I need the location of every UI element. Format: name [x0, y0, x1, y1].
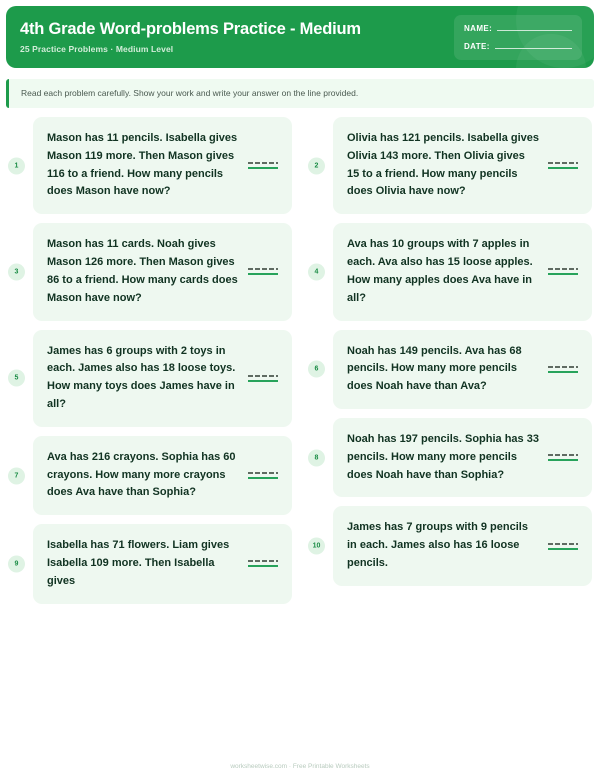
answer-dashed-line: [248, 268, 278, 270]
problem-card[interactable]: [314, 117, 592, 214]
problem-number-badge: 3: [8, 263, 25, 280]
answer-solid-line: [248, 477, 278, 479]
answer-line-group[interactable]: [548, 268, 578, 275]
problem-card[interactable]: [14, 524, 292, 603]
answer-line-group[interactable]: [548, 454, 578, 461]
problem-column-left: [0, 117, 300, 613]
answer-solid-line: [248, 273, 278, 275]
problem-text: Isabella has 71 flowers. Liam gives Isabella 109 more. Then Isabella gives: [47, 539, 230, 587]
answer-solid-line: [548, 459, 578, 461]
answer-dashed-line: [548, 268, 578, 270]
date-label: DATE:: [464, 41, 490, 51]
problem-number-badge: 5: [8, 370, 25, 387]
problem-text: Noah has 197 pencils. Sophia has 33 pencils. How many more pencils does Noah have than Sophia?: [347, 432, 539, 481]
problem-column-right: [300, 117, 600, 613]
problem-number-badge: 8: [308, 449, 325, 466]
answer-dashed-line: [248, 162, 278, 164]
name-input-line[interactable]: [497, 30, 572, 31]
page-subtitle: 25 Practice Problems · Medium Level: [20, 43, 174, 54]
problem-text: James has 7 groups with 9 pencils in each. James also has 16 loose pencils.: [347, 521, 528, 570]
answer-dashed-line: [248, 472, 278, 474]
answer-dashed-line: [548, 543, 578, 545]
answer-solid-line: [248, 565, 278, 567]
page-title: 4th Grade Word-problems Practice - Medium: [20, 20, 361, 39]
problem-text: Ava has 216 crayons. Sophia has 60 crayons. How many more crayons does Ava have than Sophia?: [47, 450, 236, 499]
name-field-row[interactable]: [464, 24, 572, 33]
answer-solid-line: [548, 273, 578, 275]
problem-text: Mason has 11 pencils. Isabella gives Mason 119 more. Then Mason gives 116 to a friend. How many pencils does Mason have now?: [47, 132, 238, 198]
name-label: NAME:: [464, 23, 493, 33]
answer-solid-line: [548, 167, 578, 169]
problem-number-badge: 2: [308, 157, 325, 174]
answer-line-group[interactable]: [248, 268, 278, 275]
problem-text: Olivia has 121 pencils. Isabella gives Olivia 143 more. Then Olivia gives 15 to a friend. How many pencils does Olivia have now?: [347, 132, 539, 198]
problem-number-badge: 10: [308, 538, 325, 555]
answer-solid-line: [248, 380, 278, 382]
answer-line-group[interactable]: [548, 366, 578, 373]
problem-text: James has 6 groups with 2 toys in each. James also has 18 loose toys. How many toys does James have in all?: [47, 344, 236, 410]
answer-line-group[interactable]: [548, 162, 578, 169]
problem-card[interactable]: [14, 117, 292, 214]
answer-line-group[interactable]: [248, 560, 278, 567]
problem-card[interactable]: [314, 418, 592, 497]
instruction-bar: [6, 79, 594, 108]
answer-dashed-line: [548, 162, 578, 164]
instruction-text: Read each problem carefully. Show your work and write your answer on the line provided.: [21, 88, 359, 98]
problem-card[interactable]: [14, 223, 292, 320]
problem-number-badge: 7: [8, 467, 25, 484]
answer-line-group[interactable]: [548, 543, 578, 550]
answer-line-group[interactable]: [248, 375, 278, 382]
name-date-box: [454, 15, 582, 60]
answer-dashed-line: [548, 454, 578, 456]
problem-grid: [0, 117, 600, 613]
answer-solid-line: [248, 167, 278, 169]
problem-card[interactable]: [314, 330, 592, 409]
answer-line-group[interactable]: [248, 472, 278, 479]
problem-number-badge: 4: [308, 263, 325, 280]
problem-card[interactable]: [14, 330, 292, 427]
problem-card[interactable]: [314, 223, 592, 320]
problem-card[interactable]: [312, 506, 592, 585]
answer-dashed-line: [248, 560, 278, 562]
worksheet-header: [6, 6, 594, 68]
date-input-line[interactable]: [495, 48, 572, 49]
problem-number-badge: 1: [8, 157, 25, 174]
problem-card[interactable]: [14, 436, 292, 515]
problem-text: Noah has 149 pencils. Ava has 68 pencils. How many more pencils does Noah have than Ava?: [347, 344, 522, 393]
answer-solid-line: [548, 371, 578, 373]
problem-text: Mason has 11 cards. Noah gives Mason 126 more. Then Mason gives 86 to a friend. How many cards does Mason have now?: [47, 238, 238, 304]
problem-number-badge: 9: [8, 555, 25, 572]
problem-text: Ava has 10 groups with 7 apples in each. Ava also has 15 loose apples. How many apples does Ava have in all?: [347, 238, 533, 304]
problem-number-badge: 6: [308, 361, 325, 378]
footer-watermark: worksheetwise.com · Free Printable Worksheets: [230, 763, 370, 770]
answer-solid-line: [548, 548, 578, 550]
answer-dashed-line: [548, 366, 578, 368]
header-title-block: [6, 20, 454, 54]
answer-line-group[interactable]: [248, 162, 278, 169]
answer-dashed-line: [248, 375, 278, 377]
date-field-row[interactable]: [464, 42, 572, 51]
